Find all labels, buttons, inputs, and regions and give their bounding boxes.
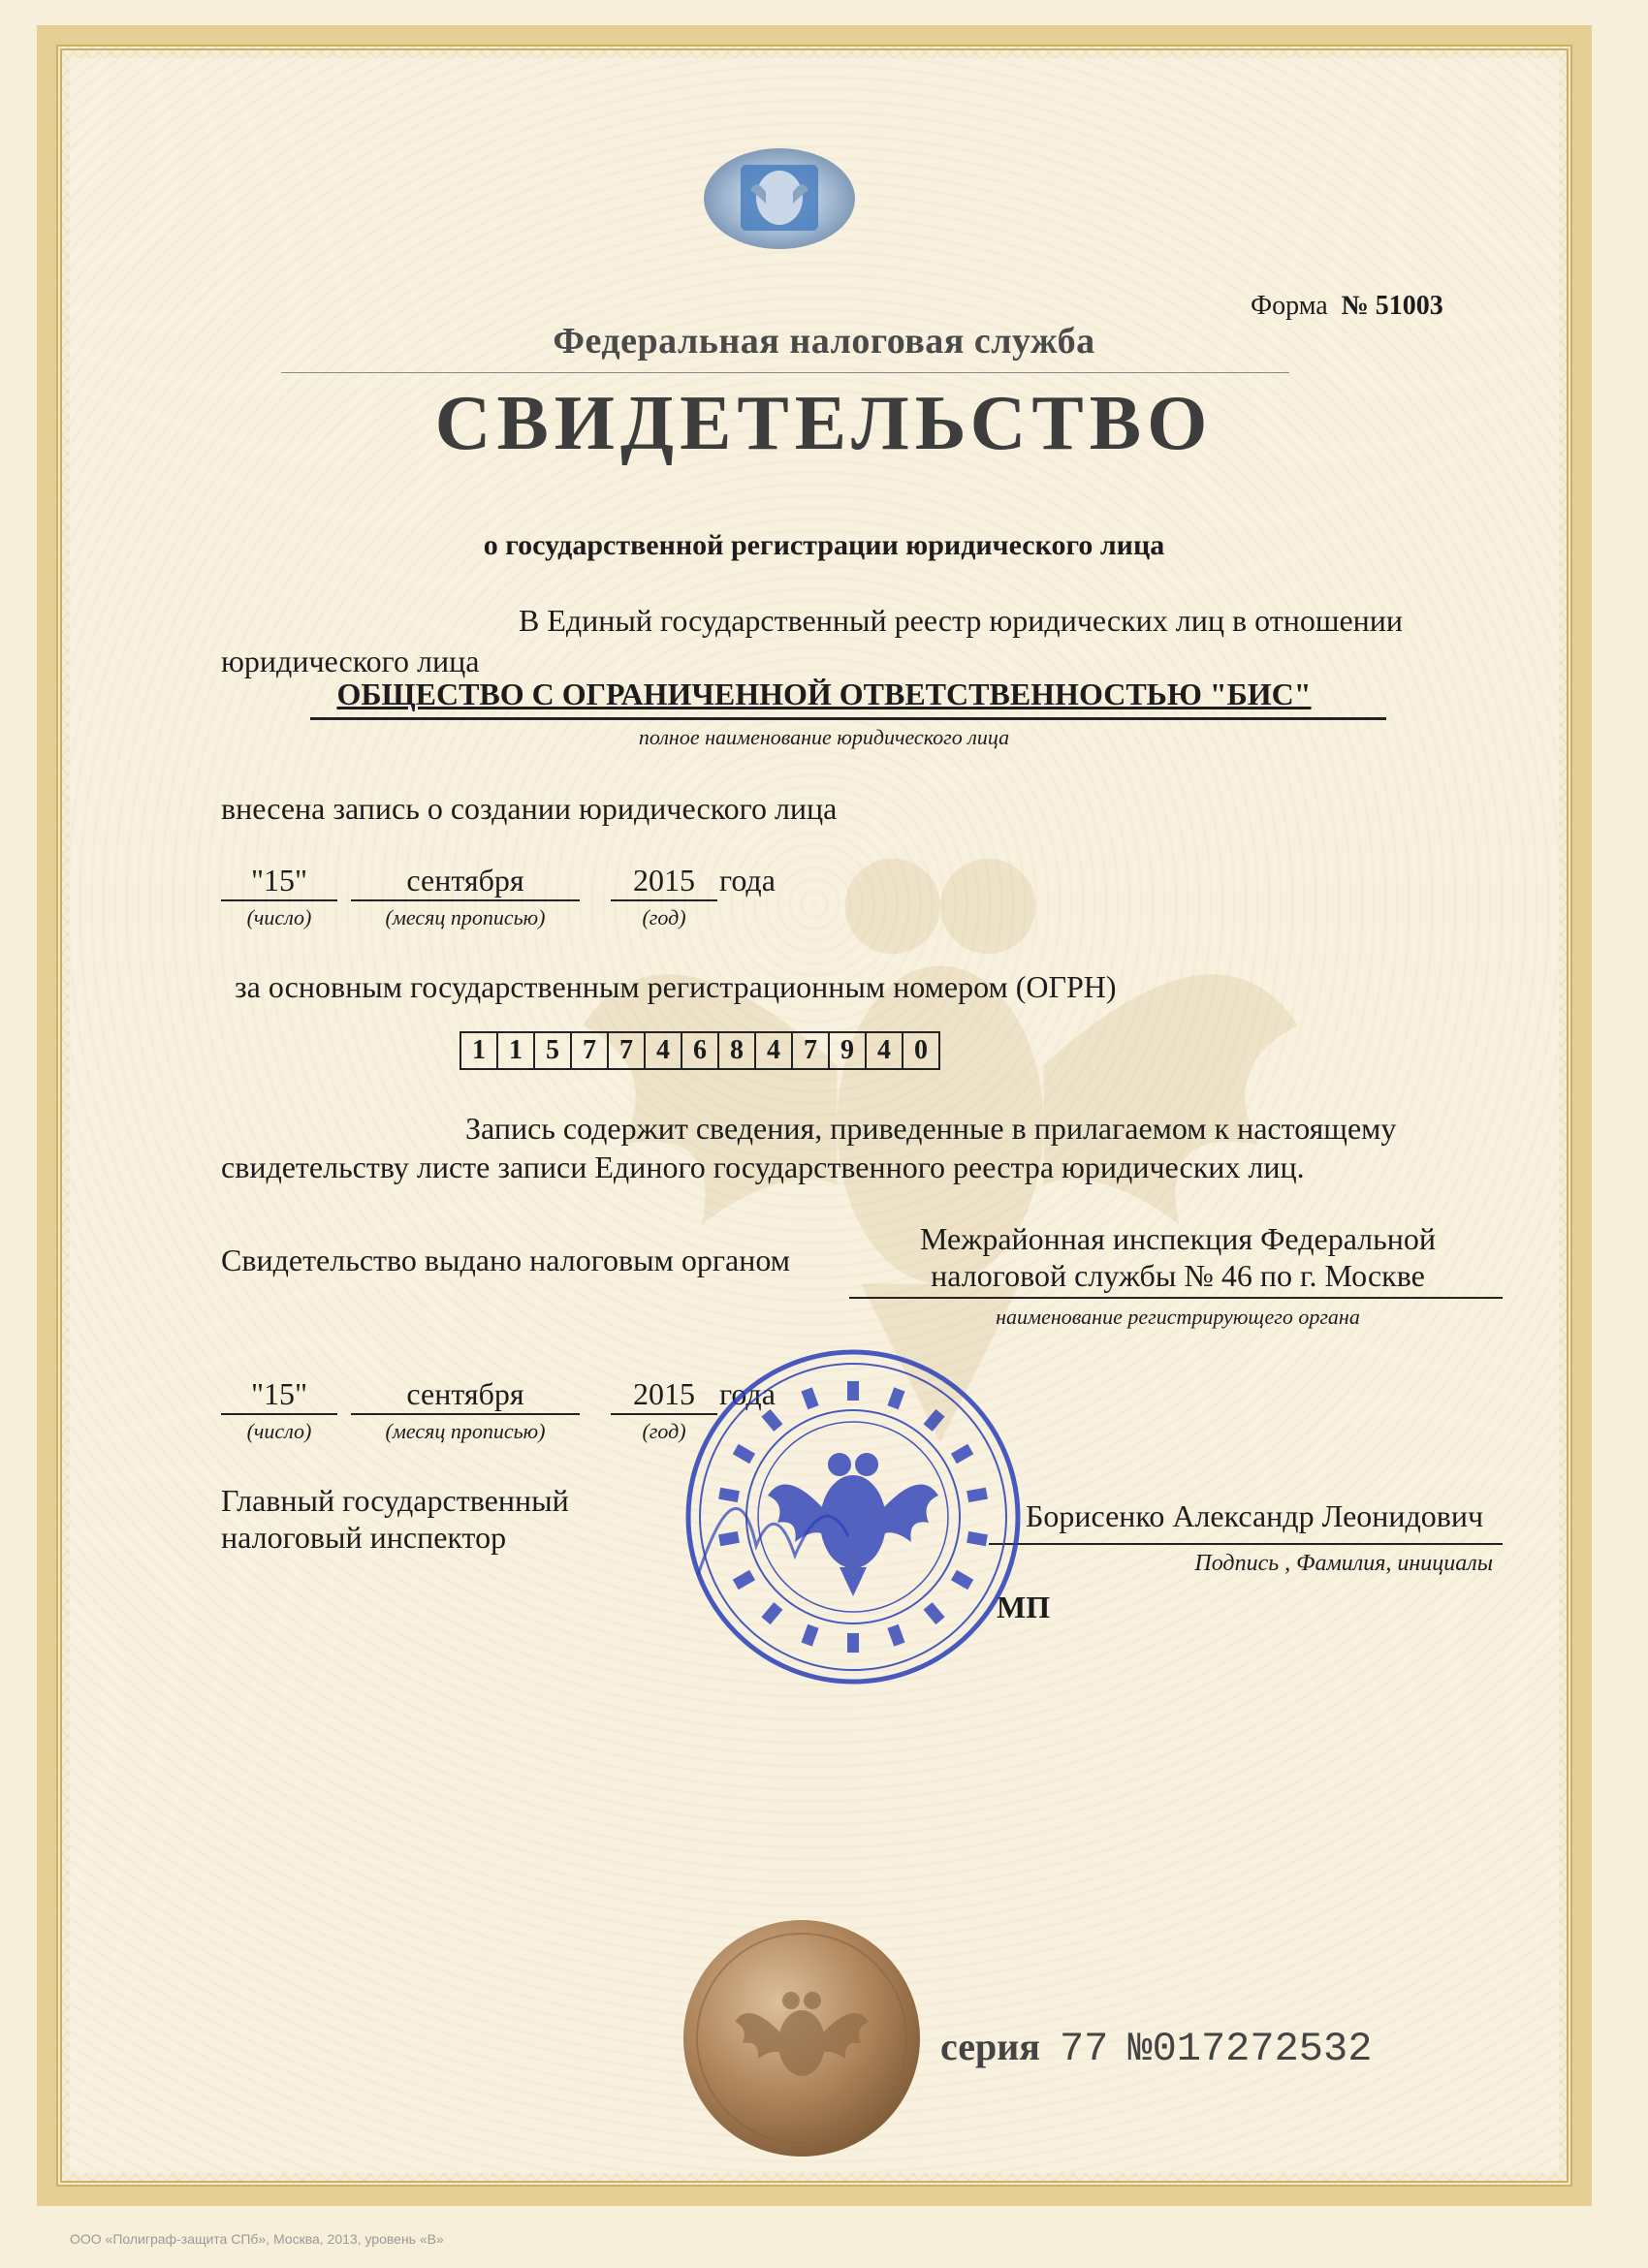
issuer-caption: наименование регистрирующего органа — [996, 1305, 1360, 1329]
tax-office-stamp — [679, 1342, 1028, 1691]
issue-day-line — [221, 1413, 337, 1415]
series-number: серия 77 №017272532 — [940, 2025, 1373, 2072]
issue-month: сентября — [406, 1376, 524, 1411]
ogrn-digit: 6 — [682, 1033, 719, 1068]
record-line-2: свидетельству листе записи Единого государственного реестра юридических лиц. — [221, 1150, 1305, 1184]
certificate-title: СВИДЕТЕЛЬСТВО — [434, 381, 1214, 466]
signature-caption: Подпись , Фамилия, инициалы — [1194, 1551, 1493, 1576]
entry-year-caption: (год) — [642, 905, 686, 929]
ogrn-digit: 7 — [793, 1033, 830, 1068]
ogrn-digit: 8 — [719, 1033, 756, 1068]
signature-underline — [989, 1543, 1503, 1545]
ogrn-digit: 1 — [461, 1033, 498, 1068]
ogrn-digit: 1 — [498, 1033, 535, 1068]
organization-name: ОБЩЕСТВО С ОГРАНИЧЕННОЙ ОТВЕТСТВЕННОСТЬЮ "БИС" — [336, 677, 1312, 711]
stamp-place-mark: МП — [997, 1590, 1051, 1624]
issuer-line-2: налоговой службы № 46 по г. Москве — [931, 1258, 1425, 1293]
issue-day: "15" — [250, 1376, 308, 1411]
hologram-emblem — [702, 145, 857, 252]
certificate-subtitle: о государственной регистрации юридического лица — [483, 529, 1165, 561]
entry-year: 2015 — [633, 863, 695, 898]
entry-day-caption: (число) — [246, 905, 312, 929]
ogrn-digit: 9 — [830, 1033, 867, 1068]
form-number: Форма № 51003 — [1251, 291, 1443, 321]
record-line-1: Запись содержит сведения, приведенные в прилагаемом к настоящему — [465, 1111, 1397, 1146]
entry-year-line — [611, 899, 717, 901]
issuer-line-1: Межрайонная инспекция Федеральной — [920, 1221, 1436, 1256]
ogrn-digit: 5 — [535, 1033, 572, 1068]
ogrn-digit: 7 — [609, 1033, 646, 1068]
issuer-underline — [849, 1297, 1503, 1299]
entry-month: сентября — [406, 863, 524, 898]
intro-line-1: В Единый государственный реестр юридических лиц в отношении — [519, 603, 1404, 638]
ogrn-digit: 4 — [756, 1033, 793, 1068]
entry-day: "15" — [250, 863, 308, 898]
issuing-authority: Федеральная налоговая служба — [553, 321, 1095, 362]
inspector-name: Борисенко Александр Леонидович — [1026, 1498, 1484, 1533]
ogrn-label: за основным государственным регистрационным номером (ОГРН) — [235, 969, 1117, 1004]
embossed-seal — [681, 1917, 923, 2159]
inspector-title-line-2: налоговый инспектор — [221, 1520, 507, 1555]
issue-month-line — [351, 1413, 580, 1415]
ogrn-digit-boxes — [460, 1031, 940, 1070]
ogrn-digit: 7 — [572, 1033, 609, 1068]
issue-day-caption: (число) — [246, 1419, 312, 1443]
entry-month-caption: (месяц прописью) — [385, 905, 546, 929]
org-name-caption: полное наименование юридического лица — [638, 725, 1010, 749]
ogrn-digit: 4 — [867, 1033, 903, 1068]
ogrn-digit: 4 — [646, 1033, 682, 1068]
org-name-underline — [310, 717, 1386, 720]
ogrn-digit: 0 — [914, 1035, 928, 1065]
intro-line-2: юридического лица — [221, 644, 480, 678]
issue-year-suffix: года — [719, 1376, 776, 1411]
entry-text: внесена запись о создании юридического лица — [221, 791, 838, 826]
inspector-title-line-1: Главный государственный — [221, 1483, 569, 1518]
entry-day-line — [221, 899, 337, 901]
entry-year-suffix: года — [719, 863, 776, 898]
issue-month-caption: (месяц прописью) — [385, 1419, 546, 1443]
printer-imprint: ООО «Полиграф-защита СПб», Москва, 2013, уровень «В» — [70, 2231, 444, 2247]
entry-month-line — [351, 899, 580, 901]
issue-year: 2015 — [633, 1376, 695, 1411]
issue-year-caption: (год) — [642, 1419, 686, 1443]
authority-underline — [281, 372, 1289, 373]
issued-by-label: Свидетельство выдано налоговым органом — [221, 1243, 790, 1277]
